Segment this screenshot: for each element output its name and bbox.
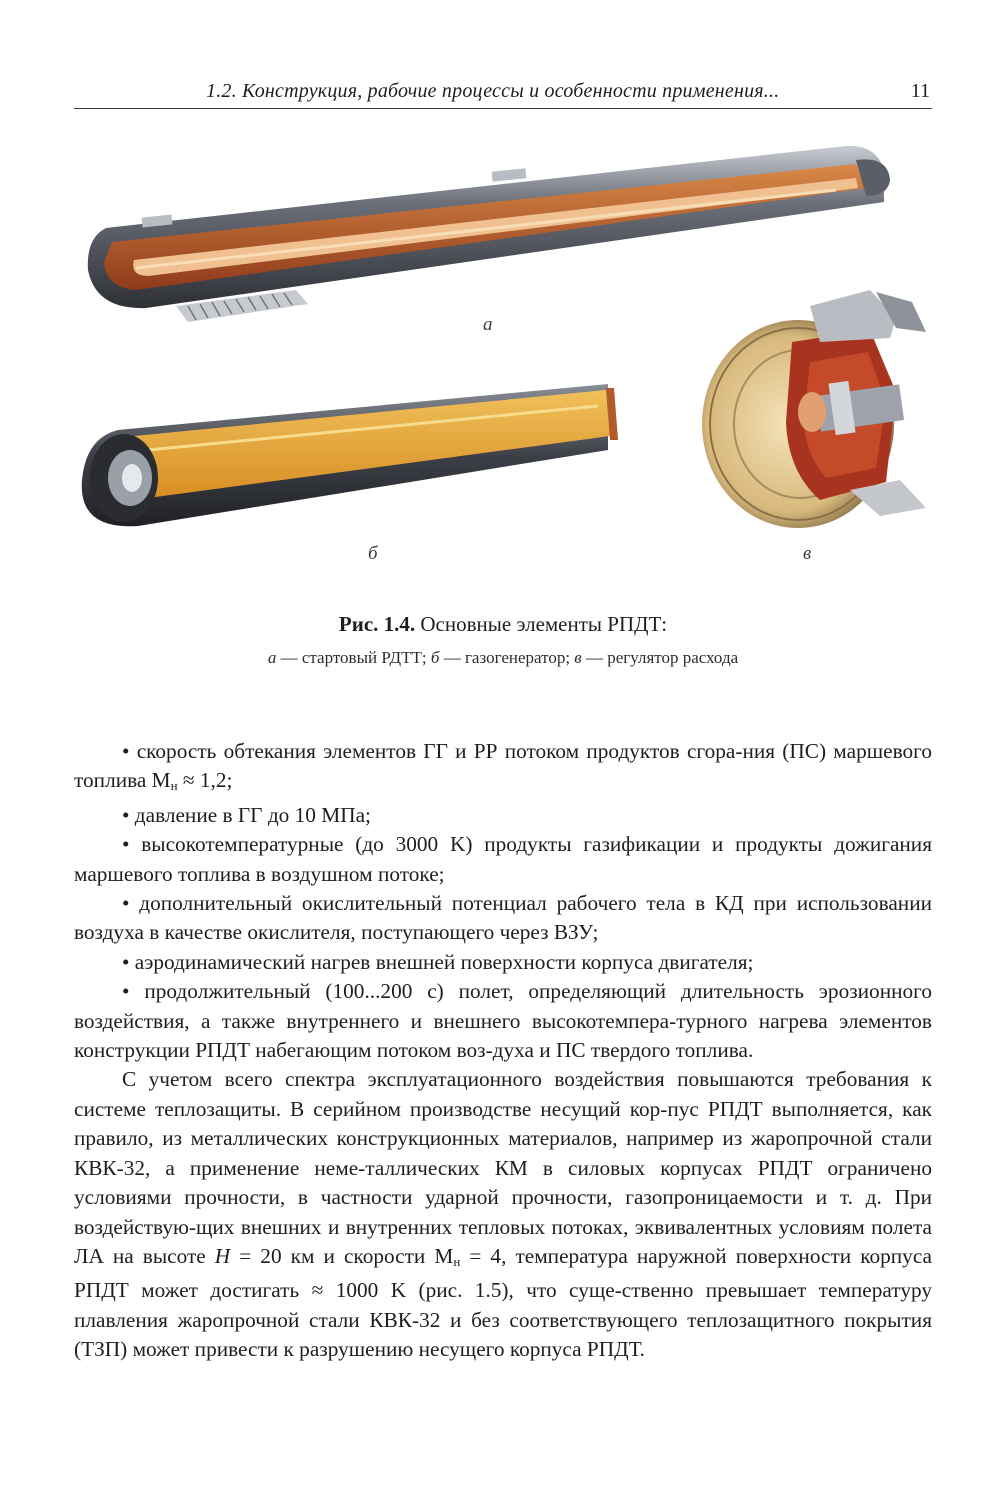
bullet-item: • продолжительный (100...200 с) полет, определяющий длительность эрозионного воздействия, а также внутреннего и внешнего высокотемпера-турного нагрева элементов конструкции РПДТ набегающим потоком воз-духа и ПС твердого топлива. — [74, 979, 932, 1063]
bullet-item: • аэродинамический нагрев внешней поверхности корпуса двигателя; — [122, 949, 754, 974]
panel-c-label: в — [803, 543, 812, 564]
figure-1-4 — [0, 0, 1000, 700]
body-text — [74, 737, 932, 1365]
legend-key-c: в — [574, 648, 582, 667]
caption-label: Рис. 1.4. — [338, 612, 416, 636]
legend-text-c: регулятор расхода — [607, 648, 739, 667]
legend-text-a: стартовый РДТТ; — [301, 648, 427, 667]
figure-caption — [74, 612, 932, 637]
paragraph-text-3: = 4, температура наружной поверхности корпуса РПДТ может достигать ≈ 1000 K (рис. 1.5), что суще-ственно превышает температуру плавления жаропрочной стали КВК-32 и без соответствующего теплозащитного покрытия (ТЗП) может привести к разрушению несущего корпуса РПДТ. — [74, 1243, 932, 1362]
gas-generator-illustration — [78, 380, 668, 530]
bullet-item — [74, 737, 932, 801]
mach-subscript: н — [170, 778, 178, 794]
bullet-item: • давление в ГГ до 10 МПа; — [122, 802, 371, 827]
bullet-text-end: ≈ 1,2; — [177, 768, 233, 793]
panel-b-label: б — [368, 543, 378, 564]
page-number: 11 — [910, 80, 930, 102]
flow-regulator-illustration — [700, 272, 932, 534]
legend-key-a: а — [267, 648, 277, 667]
figure-legend: а — стартовый РДТТ; б — газогенератор; в — регулятор расхода — [267, 648, 739, 667]
legend-text-b: газогенератор; — [464, 648, 571, 667]
legend-key-b: б — [430, 648, 440, 667]
bullet-item: • высокотемпературные (до 3000 K) продукты газификации и продукты дожигания маршевого топлива в воздушном потоке; — [74, 832, 932, 886]
paragraph-text-1: С учетом всего спектра эксплуатационного воздействия повышаются требования к системе теплозащиты. В серийном производстве несущий кор-пус РПДТ выполняется, как правило, из металлических конструкционных материалов, например из жаропрочной стали КВК-32, а применение неме-таллических КМ в силовых корпусах РПДТ ограничено условиями прочности, в частности ударной прочности, газопроницаемости и т. д. При воздействую-щих внешних и внутренних тепловых потоках, эквивалентных условиям полета ЛА на высоте — [74, 1067, 932, 1268]
panel-a-label: а — [483, 314, 493, 335]
body-paragraph — [74, 1065, 932, 1364]
paragraph-text-2: = 20 км и скорости M — [230, 1243, 454, 1268]
mach-subscript: н — [453, 1253, 461, 1269]
running-title: 1.2. Конструкция, рабочие процессы и особенности применения... — [206, 80, 780, 102]
bullet-item: • дополнительный окислительный потенциал рабочего тела в КД при использовании воздуха в качестве окислителя, поступающего через ВЗУ; — [74, 891, 932, 945]
bullet-text: • скорость обтекания элементов ГГ и РР потоком продуктов сгора-ния (ПС) маршевого топлива M — [74, 739, 932, 793]
altitude-symbol: H — [214, 1243, 231, 1268]
caption-title: Основные элементы РПДТ: — [420, 612, 668, 636]
